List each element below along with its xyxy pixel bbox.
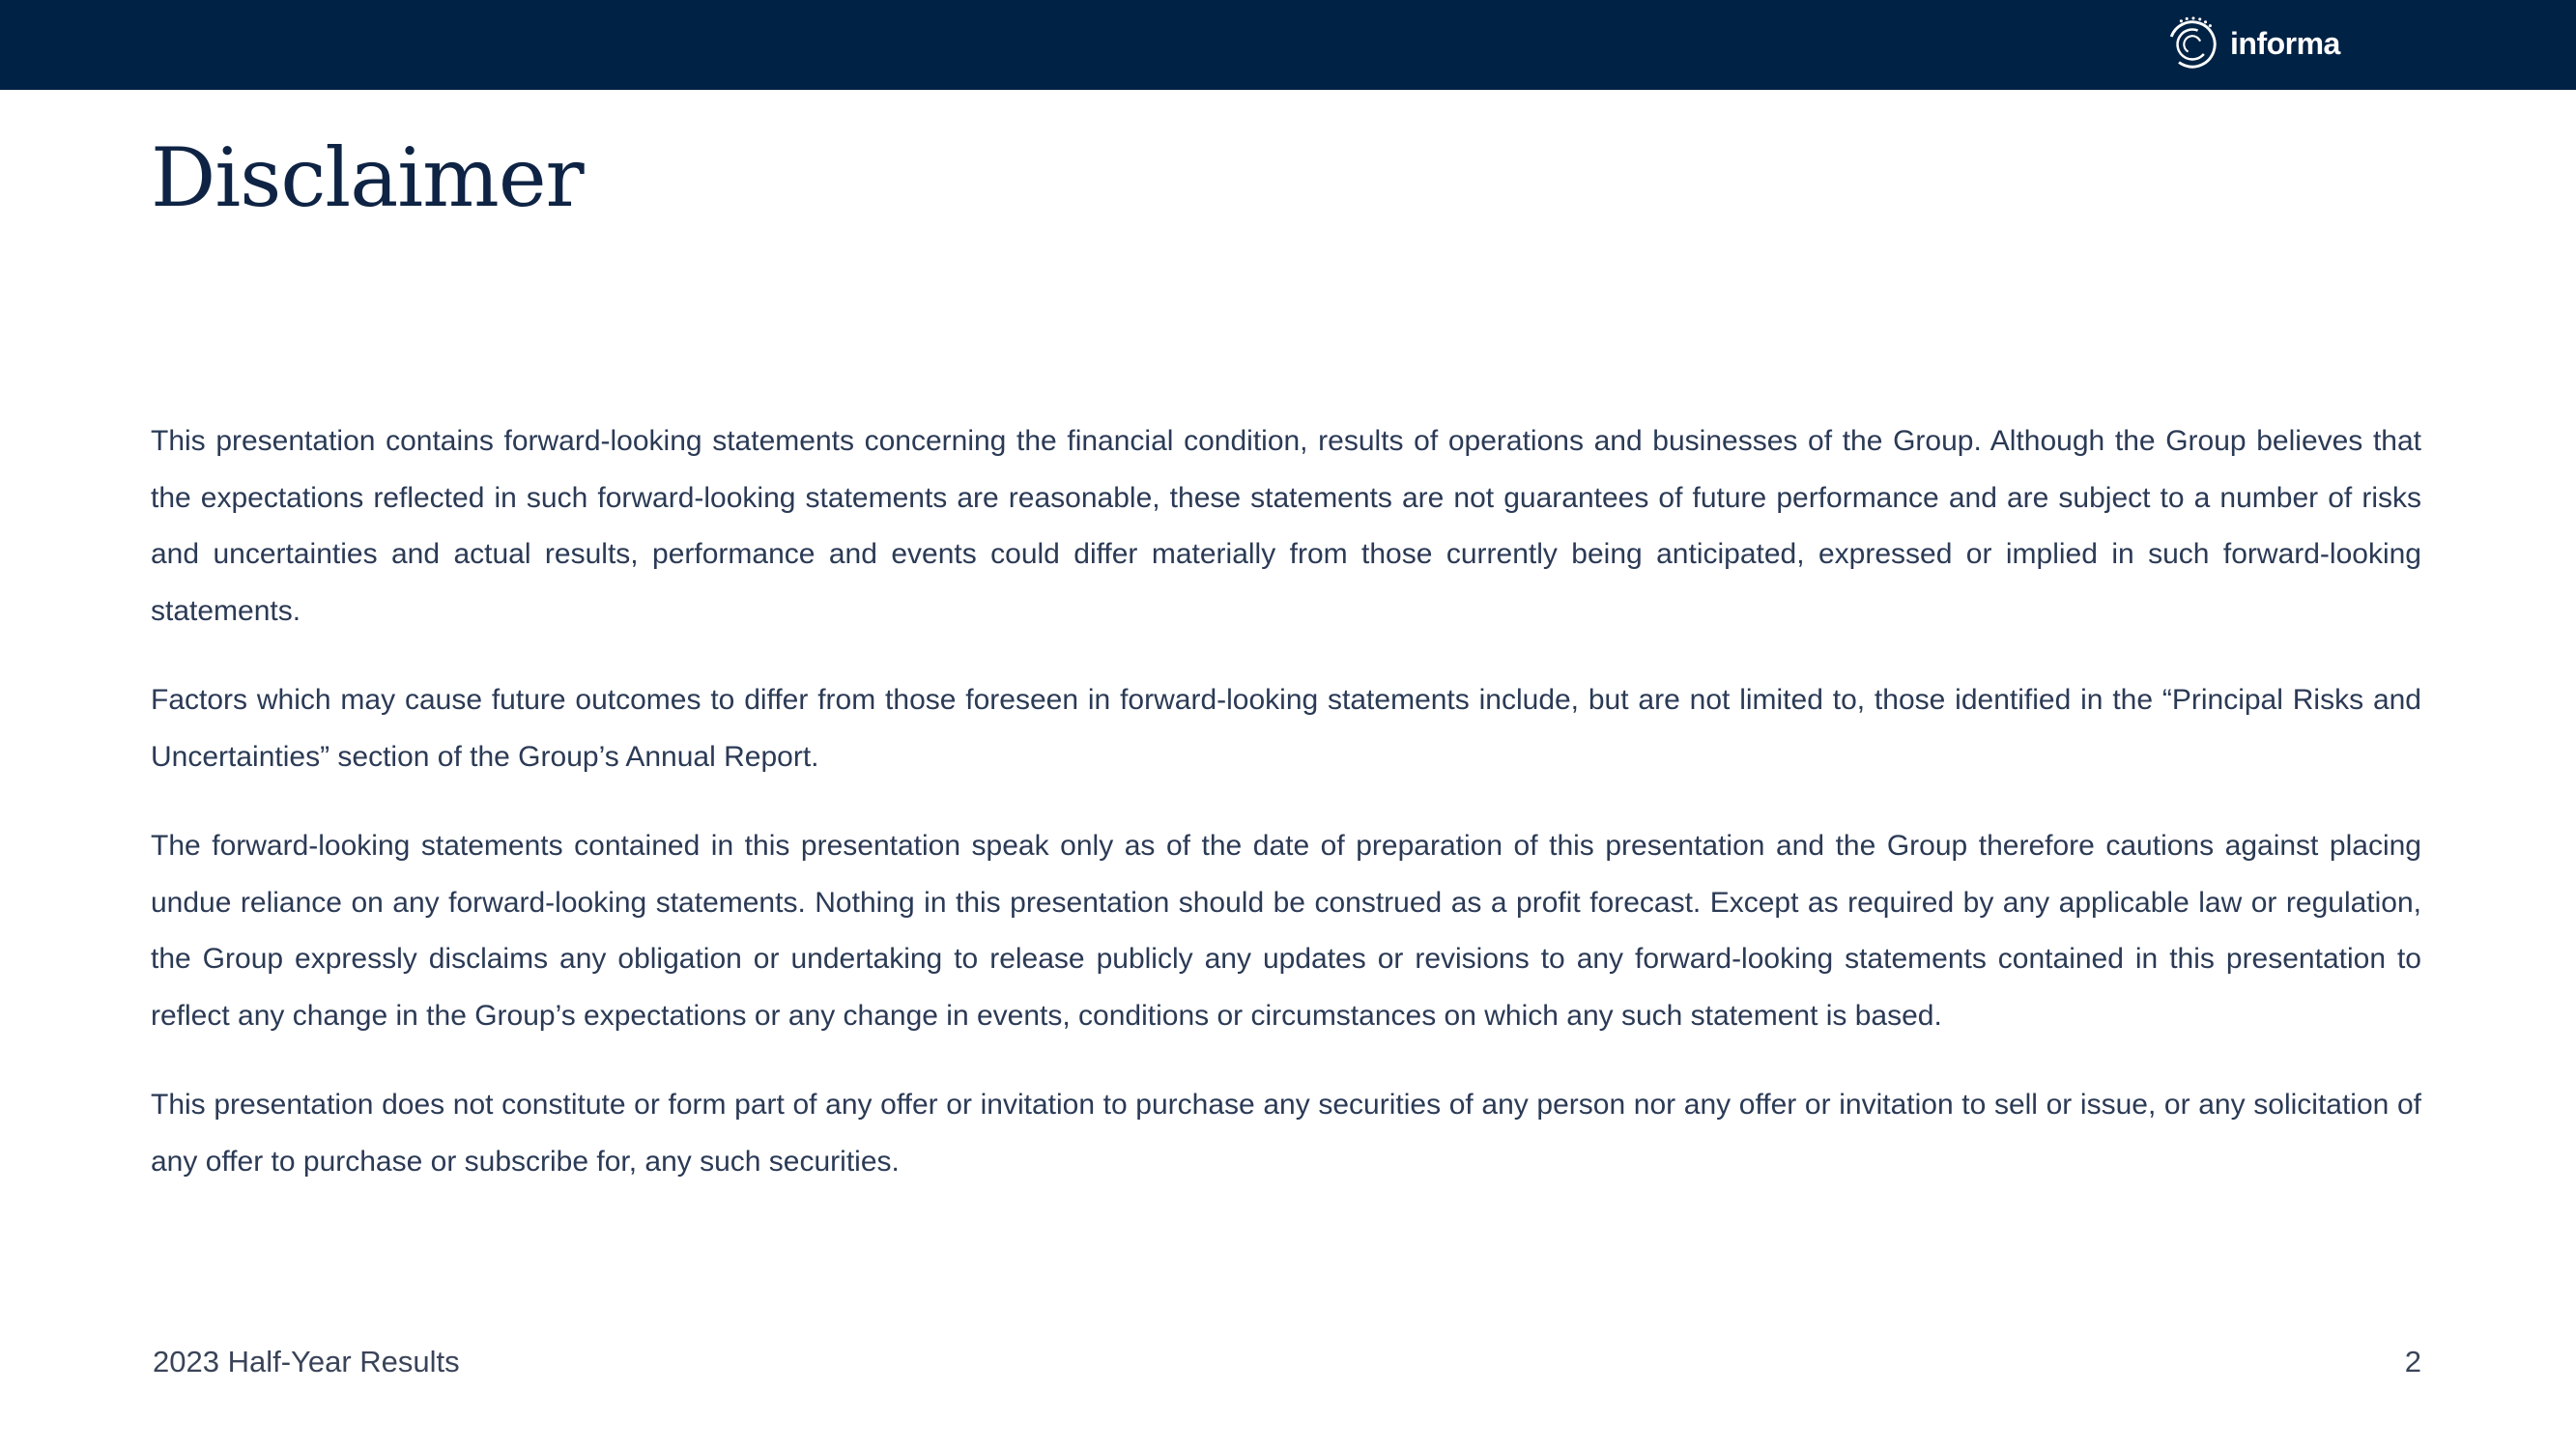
page-number: 2 <box>2404 1345 2421 1378</box>
disclaimer-paragraph: This presentation contains forward-looking statements concerning the financial condition, results of operations and businesses of the Group. Although the Group believes that the expectations reflected in such forward-looking statements are reasonable, these statements are not guarantees of future performance and are subject to a number of risks and uncertainties and actual results, performance and events could differ materially from those currently being anticipated, expressed or implied in such forward-looking statements. <box>151 425 2421 627</box>
disclaimer-paragraph: The forward-looking statements contained in this presentation speak only as of the date of preparation of this presentation and the Group therefore cautions against placing undue reliance on any forward-looking statements. Nothing in this presentation should be construed as a profit forecast. Except as required by any applicable law or regulation, the Group expressly disclaims any obligation or undertaking to release publicly any updates or revisions to any forward-looking statements contained in this presentation to reflect any change in the Group’s expectations or any change in events, conditions or circumstances on which any such statement is based. <box>151 830 2421 1032</box>
disclaimer-paragraph: Factors which may cause future outcomes to differ from those foreseen in forward-looking statements include, but are not limited to, those identified in the “Principal Risks and Uncertainties” section of the Group’s Annual Report. <box>151 684 2421 773</box>
disclaimer-paragraph: This presentation does not constitute or form part of any offer or invitation to purchase any securities of any person nor any offer or invitation to sell or issue, or any solicitation of any offer to purchase or subscribe for, any such securities. <box>151 1089 2421 1178</box>
header-bar <box>0 0 2576 90</box>
disclaimer-body <box>151 413 2421 1223</box>
informa-ring-icon <box>2164 15 2220 71</box>
brand-logo <box>2164 14 2340 72</box>
page-title: Disclaimer <box>151 130 584 225</box>
brand-name: informa <box>2230 26 2340 61</box>
footer-label: 2023 Half-Year Results <box>153 1345 460 1378</box>
